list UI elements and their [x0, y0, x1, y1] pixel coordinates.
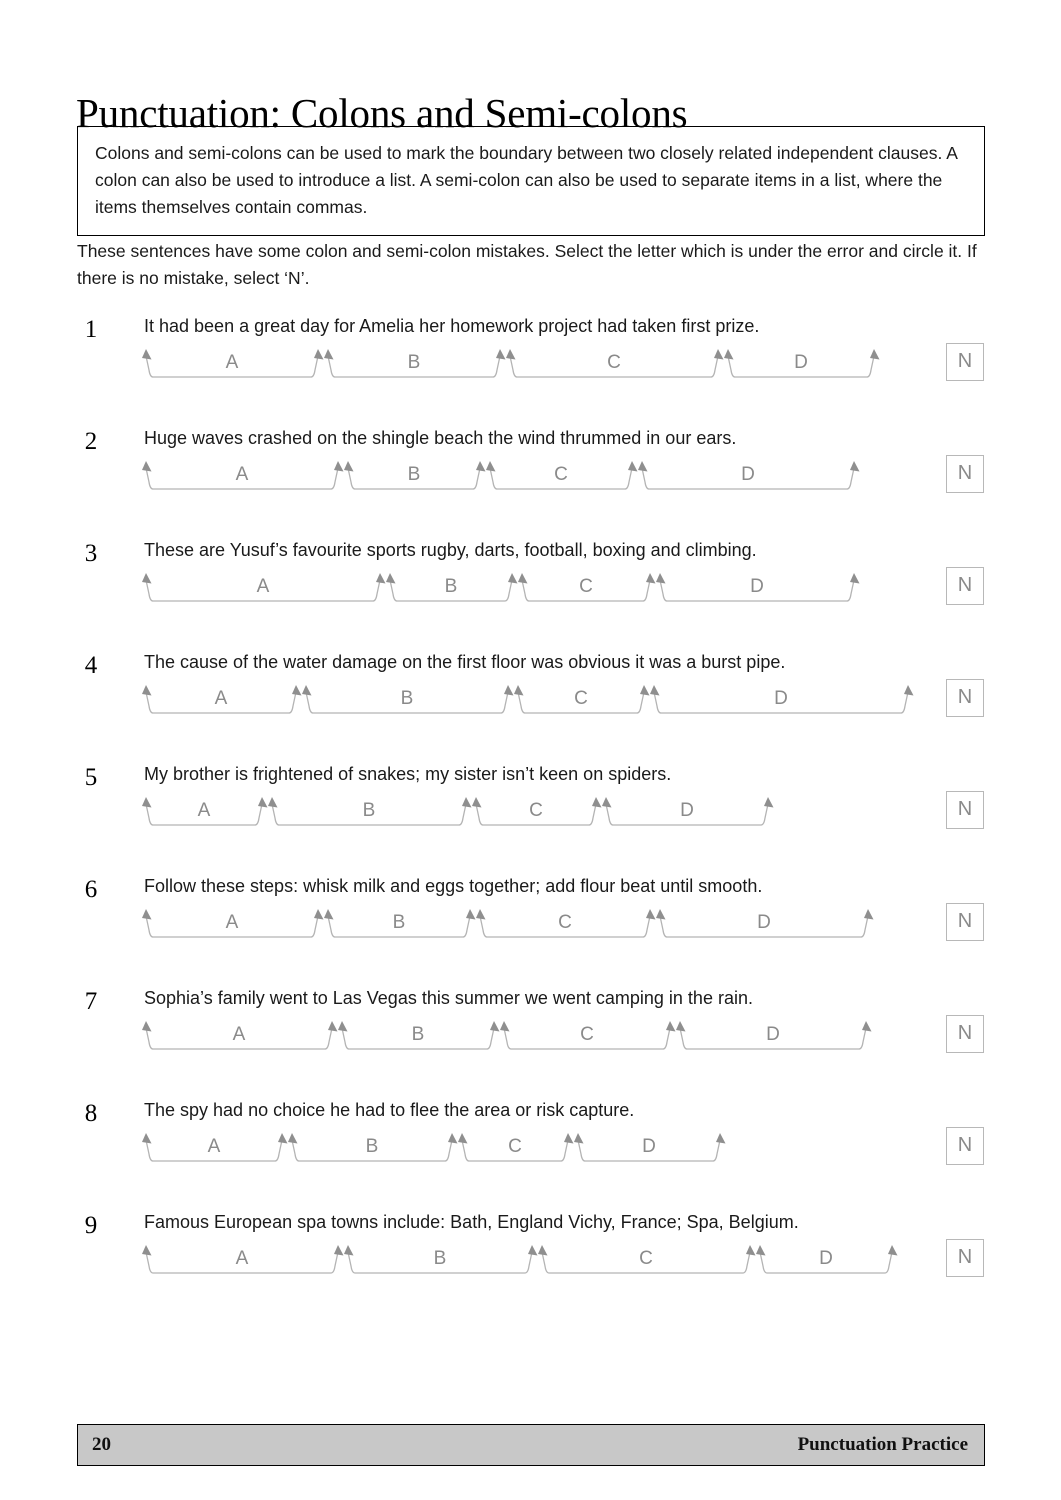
answer-choice-label[interactable]: C	[639, 1248, 653, 1269]
no-mistake-option[interactable]: N	[946, 1127, 984, 1165]
bracket-arrowhead-icon	[462, 797, 472, 808]
no-mistake-option[interactable]: N	[946, 455, 984, 493]
answer-choice-label[interactable]: A	[225, 912, 239, 933]
answer-bracket-d[interactable]	[650, 685, 914, 713]
answer-bracket-a[interactable]	[142, 1245, 344, 1273]
answer-bracket-b[interactable]	[324, 349, 506, 377]
answer-bracket-a[interactable]	[142, 461, 344, 489]
bracket-arrowhead-icon	[344, 1245, 354, 1256]
no-mistake-option[interactable]: N	[946, 343, 984, 381]
bracket-arrowhead-icon	[592, 797, 602, 808]
answer-bracket-group	[144, 1015, 892, 1053]
question-row	[0, 1201, 1061, 1313]
no-mistake-option[interactable]: N	[946, 679, 984, 717]
answer-choice-label[interactable]: A	[256, 576, 270, 597]
question-sentence: The spy had no choice he had to flee the area or risk capture.	[144, 1100, 635, 1120]
no-mistake-option[interactable]: N	[946, 1015, 984, 1053]
question-number: 6	[84, 876, 98, 903]
answer-choice-label[interactable]: B	[407, 464, 421, 485]
answer-choice-label[interactable]: C	[574, 688, 588, 709]
answer-bracket-b[interactable]	[344, 1245, 538, 1273]
answer-choice-label[interactable]: A	[197, 800, 211, 821]
answer-choice-label[interactable]: D	[766, 1024, 780, 1045]
question-row	[0, 865, 1061, 977]
answer-bracket-c[interactable]	[472, 797, 602, 825]
answer-choice-label[interactable]: D	[750, 576, 764, 597]
answer-bracket-c[interactable]	[506, 349, 724, 377]
bracket-arrowhead-icon	[746, 1245, 756, 1256]
bracket-arrowhead-icon	[716, 1133, 726, 1144]
answer-bracket-a[interactable]	[142, 797, 268, 825]
bracket-arrowhead-icon	[258, 797, 268, 808]
answer-choice-label[interactable]: C	[508, 1136, 522, 1157]
answer-bracket-c[interactable]	[486, 461, 638, 489]
answer-choice-label[interactable]: D	[642, 1136, 656, 1157]
answer-bracket-group	[144, 343, 900, 381]
bracket-arrowhead-icon	[448, 1133, 458, 1144]
question-row	[0, 417, 1061, 529]
answer-bracket-a[interactable]	[142, 1021, 338, 1049]
question-number: 8	[84, 1100, 98, 1127]
bracket-arrowhead-icon	[142, 797, 152, 808]
bracket-arrowhead-icon	[344, 461, 354, 472]
question-sentence: Famous European spa towns include: Bath, England Vichy, France; Spa, Belgium.	[144, 1212, 799, 1232]
answer-bracket-c[interactable]	[514, 685, 650, 713]
question-row	[0, 977, 1061, 1089]
answer-choice-label[interactable]: A	[232, 1024, 246, 1045]
question-row	[0, 529, 1061, 641]
answer-bracket-a[interactable]	[142, 1133, 288, 1161]
answer-bracket-d[interactable]	[656, 573, 860, 601]
bracket-arrowhead-icon	[676, 1021, 686, 1032]
question-sentence: Follow these steps: whisk milk and eggs together; add flour beat until smooth.	[144, 876, 763, 896]
answer-choice-label[interactable]: B	[365, 1136, 379, 1157]
bracket-arrowhead-icon	[142, 349, 152, 360]
question-sentence: Sophia’s family went to Las Vegas this summer we went camping in the rain.	[144, 988, 753, 1008]
bracket-arrowhead-icon	[278, 1133, 288, 1144]
answer-choice-label[interactable]: C	[554, 464, 568, 485]
answer-choice-label[interactable]: C	[580, 1024, 594, 1045]
answer-bracket-b[interactable]	[288, 1133, 458, 1161]
answer-choice-label[interactable]: A	[225, 352, 239, 373]
bracket-arrowhead-icon	[142, 1021, 152, 1032]
answer-bracket-c[interactable]	[500, 1021, 676, 1049]
question-number: 1	[84, 316, 98, 343]
no-mistake-option[interactable]: N	[946, 791, 984, 829]
answer-choice-label[interactable]: B	[411, 1024, 425, 1045]
answer-choice-label[interactable]: D	[757, 912, 771, 933]
question-row	[0, 641, 1061, 753]
question-number: 3	[84, 540, 98, 567]
answer-choice-label[interactable]: B	[444, 576, 458, 597]
bracket-arrowhead-icon	[466, 909, 476, 920]
answer-choice-label[interactable]: C	[529, 800, 543, 821]
bracket-arrowhead-icon	[756, 1245, 766, 1256]
answer-choice-label[interactable]: B	[392, 912, 406, 933]
bracket-arrowhead-icon	[458, 1133, 468, 1144]
bracket-arrowhead-icon	[764, 797, 774, 808]
answer-bracket-b[interactable]	[386, 573, 518, 601]
answer-bracket-d[interactable]	[724, 349, 880, 377]
answer-bracket-group	[144, 567, 880, 605]
answer-bracket-group	[144, 1127, 746, 1165]
bracket-arrowhead-icon	[334, 1245, 344, 1256]
bracket-arrowhead-icon	[650, 685, 660, 696]
answer-choice-label[interactable]: B	[433, 1248, 447, 1269]
answer-bracket-b[interactable]	[338, 1021, 500, 1049]
bracket-arrowhead-icon	[328, 1021, 338, 1032]
bracket-arrowhead-icon	[646, 909, 656, 920]
bracket-arrowhead-icon	[646, 573, 656, 584]
answer-choice-label[interactable]: A	[214, 688, 228, 709]
answer-choice-label[interactable]: D	[680, 800, 694, 821]
bracket-arrowhead-icon	[334, 461, 344, 472]
bracket-arrowhead-icon	[314, 349, 324, 360]
answer-choice-label[interactable]: B	[407, 352, 421, 373]
answer-choice-label[interactable]: D	[741, 464, 755, 485]
answer-bracket-b[interactable]	[302, 685, 514, 713]
bracket-arrowhead-icon	[496, 349, 506, 360]
bracket-arrowhead-icon	[324, 349, 334, 360]
answer-bracket-group	[144, 455, 880, 493]
bracket-arrowhead-icon	[574, 1133, 584, 1144]
no-mistake-option[interactable]: N	[946, 903, 984, 941]
bracket-arrowhead-icon	[640, 685, 650, 696]
question-number: 5	[84, 764, 98, 791]
no-mistake-option[interactable]: N	[946, 1239, 984, 1277]
bracket-arrowhead-icon	[500, 1021, 510, 1032]
answer-bracket-d[interactable]	[756, 1245, 898, 1273]
bracket-arrowhead-icon	[142, 685, 152, 696]
bracket-arrowhead-icon	[656, 909, 666, 920]
footer	[77, 1424, 985, 1466]
bracket-arrowhead-icon	[850, 573, 860, 584]
answer-bracket-d[interactable]	[602, 797, 774, 825]
bracket-arrowhead-icon	[628, 461, 638, 472]
bracket-arrowhead-icon	[724, 349, 734, 360]
answer-bracket-d[interactable]	[574, 1133, 726, 1161]
question-number: 2	[84, 428, 98, 455]
answer-choice-label[interactable]: C	[558, 912, 572, 933]
bracket-arrowhead-icon	[476, 461, 486, 472]
bracket-arrowhead-icon	[476, 909, 486, 920]
bracket-arrowhead-icon	[302, 685, 312, 696]
answer-bracket-a[interactable]	[142, 685, 302, 713]
bracket-arrowhead-icon	[518, 573, 528, 584]
answer-bracket-a[interactable]	[142, 909, 324, 937]
bracket-arrowhead-icon	[504, 685, 514, 696]
bracket-arrowhead-icon	[508, 573, 518, 584]
answer-bracket-c[interactable]	[518, 573, 656, 601]
bracket-arrowhead-icon	[142, 573, 152, 584]
answer-bracket-group	[144, 679, 934, 717]
bracket-arrowhead-icon	[268, 797, 278, 808]
bracket-arrowhead-icon	[602, 797, 612, 808]
bracket-arrowhead-icon	[142, 1133, 152, 1144]
question-row	[0, 305, 1061, 417]
answer-bracket-a[interactable]	[142, 349, 324, 377]
bracket-arrowhead-icon	[514, 685, 524, 696]
question-number: 7	[84, 988, 98, 1015]
bracket-arrowhead-icon	[564, 1133, 574, 1144]
answer-choice-label[interactable]: B	[400, 688, 414, 709]
answer-bracket-b[interactable]	[344, 461, 486, 489]
bracket-arrowhead-icon	[314, 909, 324, 920]
answer-choice-label[interactable]: D	[794, 352, 808, 373]
answer-choice-label[interactable]: A	[235, 464, 249, 485]
bracket-arrowhead-icon	[142, 909, 152, 920]
bracket-arrowhead-icon	[292, 685, 302, 696]
bracket-arrowhead-icon	[870, 349, 880, 360]
answer-bracket-b[interactable]	[324, 909, 476, 937]
bracket-arrowhead-icon	[538, 1245, 548, 1256]
answer-choice-label[interactable]: A	[207, 1136, 221, 1157]
answer-choice-label[interactable]: A	[235, 1248, 249, 1269]
question-row	[0, 1089, 1061, 1201]
answer-bracket-c[interactable]	[476, 909, 656, 937]
bracket-arrowhead-icon	[714, 349, 724, 360]
footer-page-number: 20	[92, 1434, 111, 1455]
question-sentence: The cause of the water damage on the first floor was obvious it was a burst pipe.	[144, 652, 786, 672]
question-sentence: My brother is frightened of snakes; my sister isn’t keen on spiders.	[144, 764, 672, 784]
answer-choice-label[interactable]: C	[579, 576, 593, 597]
bracket-arrowhead-icon	[666, 1021, 676, 1032]
question-list	[0, 305, 1061, 1313]
info-box-text: Colons and semi-colons can be used to mark the boundary between two closely related independent clauses. A colon can also be used to introduce a list. A semi-colon can also be used to separate items in a list, where the items themselves contain commas.	[95, 143, 957, 217]
bracket-arrowhead-icon	[638, 461, 648, 472]
bracket-arrowhead-icon	[490, 1021, 500, 1032]
bracket-arrowhead-icon	[656, 573, 666, 584]
bracket-arrowhead-icon	[142, 1245, 152, 1256]
question-sentence: It had been a great day for Amelia her homework project had taken first prize.	[144, 316, 760, 336]
answer-choice-label[interactable]: B	[362, 800, 376, 821]
bracket-arrowhead-icon	[850, 461, 860, 472]
answer-bracket-d[interactable]	[676, 1021, 872, 1049]
bracket-arrowhead-icon	[324, 909, 334, 920]
question-row	[0, 753, 1061, 865]
answer-bracket-d[interactable]	[656, 909, 874, 937]
answer-bracket-group	[144, 791, 794, 829]
bracket-arrowhead-icon	[904, 685, 914, 696]
no-mistake-option[interactable]: N	[946, 567, 984, 605]
answer-choice-label[interactable]: D	[819, 1248, 833, 1269]
question-sentence: Huge waves crashed on the shingle beach the wind thrummed in our ears.	[144, 428, 737, 448]
bracket-arrowhead-icon	[506, 349, 516, 360]
footer-section-title: Punctuation Practice	[797, 1434, 968, 1455]
answer-bracket-b[interactable]	[268, 797, 472, 825]
answer-bracket-c[interactable]	[458, 1133, 574, 1161]
info-box	[77, 126, 985, 236]
bracket-arrowhead-icon	[386, 573, 396, 584]
page-title: Punctuation: Colons and Semi-colons	[76, 90, 688, 137]
answer-choice-label[interactable]: C	[607, 352, 621, 373]
answer-bracket-a[interactable]	[142, 573, 386, 601]
answer-bracket-c[interactable]	[538, 1245, 756, 1273]
bracket-arrowhead-icon	[862, 1021, 872, 1032]
bracket-arrowhead-icon	[142, 461, 152, 472]
bracket-arrowhead-icon	[288, 1133, 298, 1144]
question-sentence: These are Yusuf’s favourite sports rugby, darts, football, boxing and climbing.	[144, 540, 757, 560]
instruction-text: These sentences have some colon and semi-colon mistakes. Select the letter which is under the error and circle it. If there is no mistake, select ‘N’.	[77, 241, 977, 288]
question-number: 9	[84, 1212, 98, 1239]
answer-bracket-group	[144, 903, 894, 941]
bracket-arrowhead-icon	[528, 1245, 538, 1256]
question-number: 4	[84, 652, 98, 679]
bracket-arrowhead-icon	[376, 573, 386, 584]
bracket-arrowhead-icon	[888, 1245, 898, 1256]
answer-bracket-group	[144, 1239, 918, 1277]
bracket-arrowhead-icon	[864, 909, 874, 920]
bracket-arrowhead-icon	[338, 1021, 348, 1032]
answer-bracket-d[interactable]	[638, 461, 860, 489]
answer-choice-label[interactable]: D	[774, 688, 788, 709]
bracket-arrowhead-icon	[472, 797, 482, 808]
bracket-arrowhead-icon	[486, 461, 496, 472]
